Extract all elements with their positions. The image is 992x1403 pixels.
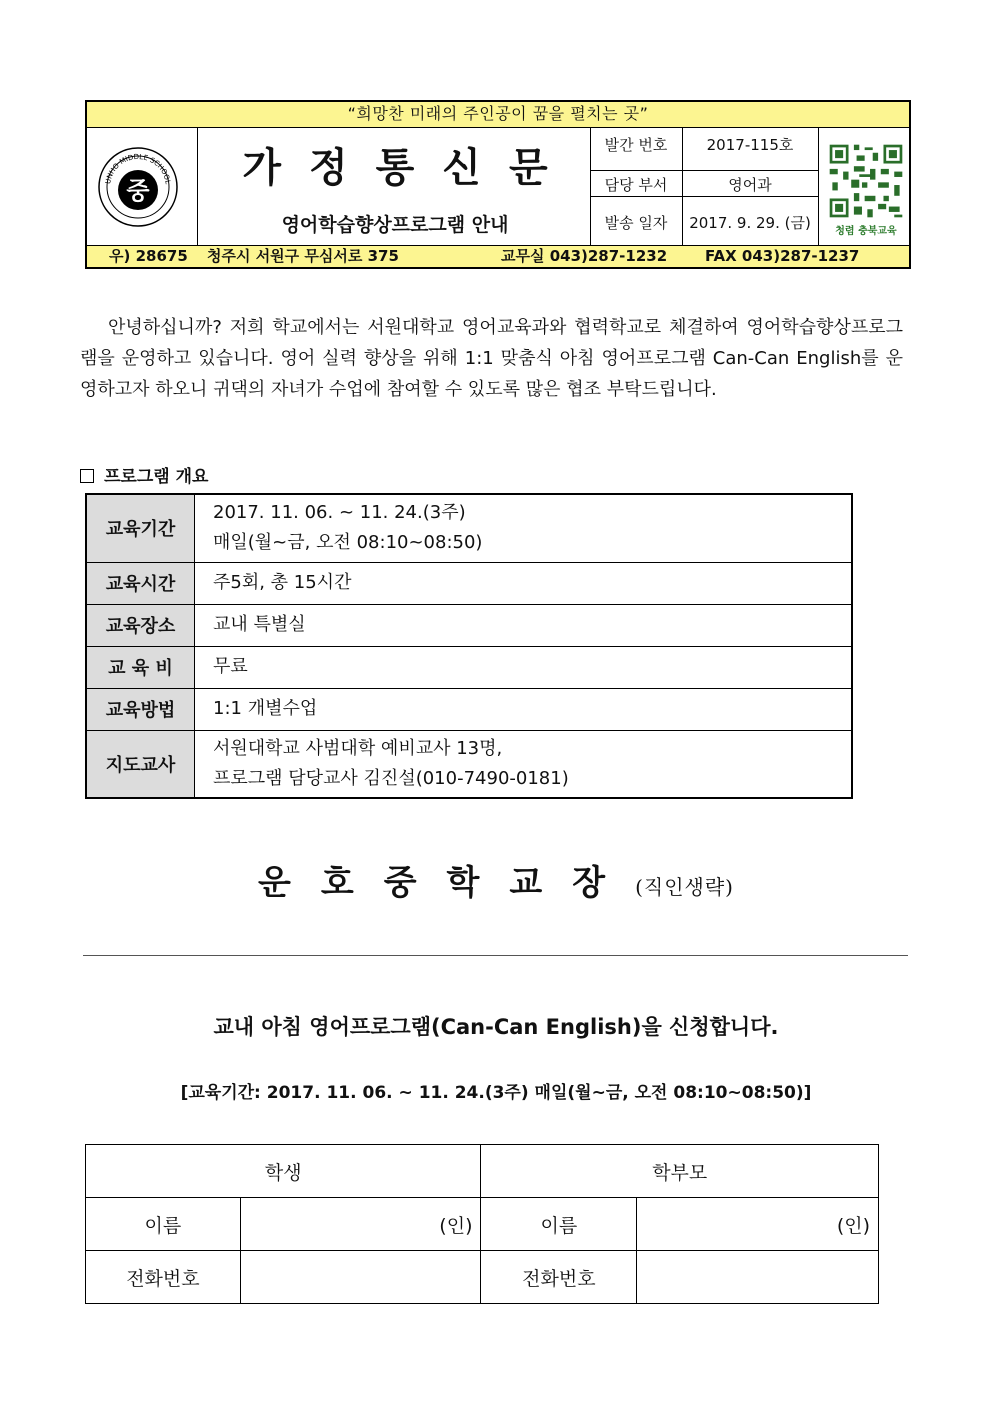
student-name-label: 이름: [86, 1198, 241, 1251]
divider: [590, 196, 818, 197]
application-title: 교내 아침 영어프로그램(Can-Can English)을 신청합니다.: [213, 1015, 779, 1039]
table-row: [86, 1251, 879, 1304]
row-value: 주5회, 총 15시간: [195, 562, 853, 604]
student-phone-label: 전화번호: [86, 1251, 241, 1304]
parent-header: 학부모: [481, 1145, 879, 1198]
table-row: [86, 688, 852, 730]
school-logo-icon: [97, 146, 179, 228]
send-date-value: 2017. 9. 29. (금): [689, 214, 811, 232]
program-overview-table: [85, 493, 853, 799]
application-period: [교육기간: 2017. 11. 06. ~ 11. 24.(3주) 매일(월~금, 오전 08:10~08:50)]: [180, 1083, 812, 1103]
row-value: 1:1 개별수업: [195, 688, 853, 730]
seal-omitted-note: (직인생략): [635, 875, 734, 899]
principal-name: 운호중학교장: [258, 863, 636, 903]
section-heading: 프로그램 개요: [80, 462, 208, 487]
department-value: 영어과: [728, 176, 772, 194]
issue-number-value: 2017-115호: [706, 136, 794, 154]
cut-line: [83, 955, 908, 956]
table-row: [86, 646, 852, 688]
qr-code-icon: [827, 142, 905, 220]
row-label: 교육방법: [86, 688, 195, 730]
row-value: 2017. 11. 06. ~ 11. 24.(3주) 매일(월~금, 오전 08:10~08:50): [195, 494, 853, 562]
row-label: 지도교사: [86, 730, 195, 798]
row-label: 교육기간: [86, 494, 195, 562]
table-row: [86, 1198, 879, 1251]
postal-code: 우) 28675: [109, 247, 188, 265]
parent-name-label: 이름: [481, 1198, 637, 1251]
student-header: 학생: [86, 1145, 481, 1198]
office-phone: 교무실 043)287-1232: [501, 247, 668, 265]
newsletter-title: 가정통신문: [242, 144, 576, 191]
row-label: 교육시간: [86, 562, 195, 604]
send-date-label: 발송 일자: [604, 214, 668, 232]
svg-text:UNHO MIDDLE SCHOOL: UNHO MIDDLE SCHOOL: [104, 152, 172, 185]
table-row: [86, 604, 852, 646]
row-label: 교 육 비: [86, 646, 195, 688]
parent-phone-field[interactable]: [637, 1251, 879, 1304]
row-value: 서원대학교 사범대학 예비교사 13명, 프로그램 담당교사 김진설(010-7490-0181): [195, 730, 853, 798]
parent-name-field[interactable]: (인): [637, 1198, 879, 1251]
intro-paragraph: 안녕하십니까? 저희 학교에서는 서원대학교 영어교육과와 협력학교로 체결하여 영어학습향상프로그램을 운영하고 있습니다. 영어 실력 향상을 위해 1:1 맞춤식 아침 영어프로그램 Can-Can English를 운영하고자 하오니 귀댁의 자녀가 수업에 참여할 수 있도록 많은 협조 부탁드립니다.: [80, 317, 903, 400]
department-label: 담당 부서: [604, 176, 668, 194]
row-value: 무료: [195, 646, 853, 688]
table-row: [86, 494, 852, 562]
address-bar: [87, 245, 909, 267]
student-name-field[interactable]: (인): [240, 1198, 481, 1251]
row-value: 교내 특별실: [195, 604, 853, 646]
parent-phone-label: 전화번호: [481, 1251, 637, 1304]
newsletter-subtitle: 영어학습향상프로그램 안내: [281, 214, 509, 236]
principal-signature: [0, 855, 992, 904]
table-row: [86, 1145, 879, 1198]
table-row: [86, 730, 852, 798]
student-phone-field[interactable]: [240, 1251, 481, 1304]
table-row: [86, 562, 852, 604]
row-label: 교육장소: [86, 604, 195, 646]
qr-caption: 청렴 충북교육: [835, 226, 897, 237]
checkbox-square-icon: [80, 469, 94, 483]
slogan: “희망찬 미래의 주인공이 꿈을 펼치는 곳”: [87, 102, 909, 128]
fax-number: FAX 043)287-1237: [705, 247, 860, 265]
street-address: 청주시 서원구 무심서로 375: [207, 247, 399, 265]
newsletter-header: [85, 100, 911, 269]
issue-number-label: 발간 번호: [604, 136, 668, 154]
divider: [818, 128, 819, 245]
divider: [590, 170, 818, 171]
svg-text:중: 중: [126, 177, 150, 205]
application-form-table: [85, 1144, 879, 1304]
divider: [197, 128, 198, 245]
